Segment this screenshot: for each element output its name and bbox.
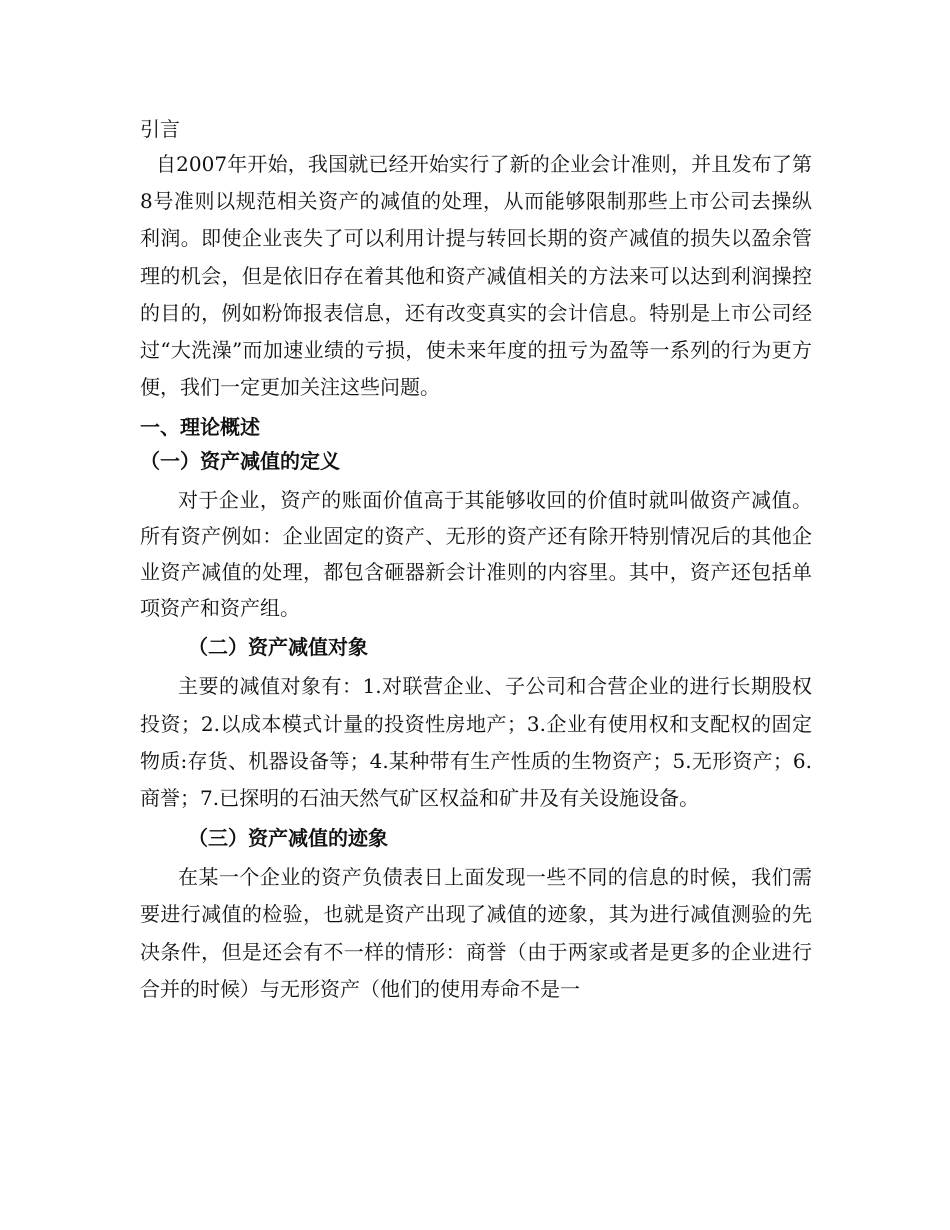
subsection-paragraph-objects: 主要的减值对象有：1.对联营企业、子公司和合营企业的进行长期股权投资；2.以成本模式计量的投资性房地产；3.企业有使用权和支配权的固定物质:存货、机器设备等；4.某种带有生产性质的生物资产；5.无形资产；6.商誉；7.已探明的石油天然气矿区权益和矿井及有关设施设备。 <box>140 674 812 811</box>
intro-title: 引言 <box>140 117 180 141</box>
document-body <box>140 114 812 1008</box>
subsection-title-objects: （二）资产减值对象 <box>188 635 368 660</box>
subsection-title-definition: （一）资产减值的定义 <box>140 449 340 474</box>
section-title-theory-overview: 一、理论概述 <box>140 415 260 440</box>
subsection-paragraph-definition: 对于企业，资产的账面价值高于其能够收回的价值时就叫做资产减值。所有资产例如：企业固定的资产、无形的资产还有除开特别情况后的其他企业资产减值的处理，都包含砸器新会计准则的内容里。其中，资产还包括单项资产和资产组。 <box>140 488 812 621</box>
subsection-paragraph-signs: 在某一个企业的资产负债表日上面发现一些不同的信息的时候，我们需要进行减值的检验，也就是资产出现了减值的迹象，其为进行减值测验的先决条件，但是还会有不一样的情形：商誉（由于两家或者是更多的企业进行合并的时候）与无形资产（他们的使用寿命不是一 <box>140 865 812 1001</box>
intro-paragraph: 自2007年开始，我国就已经开始实行了新的企业会计准则，并且发布了第8号准则以规范相关资产的减值的处理，从而能够限制那些上市公司去操纵利润。即使企业丧失了可以利用计提与转回长期的资产减值的损失以盈余管理的机会，但是依旧存在着其他和资产减值相关的方法来可以达到利润操控的目的，例如粉饰报表信息，还有改变真实的会计信息。特别是上市公司经过“大洗澡”而加速业绩的亏损，使未来年度的扭亏为盈等一系列的行为更方便，我们一定更加关注这些问题。 <box>140 152 812 400</box>
subsection-title-signs: （三）资产减值的迹象 <box>188 826 388 851</box>
